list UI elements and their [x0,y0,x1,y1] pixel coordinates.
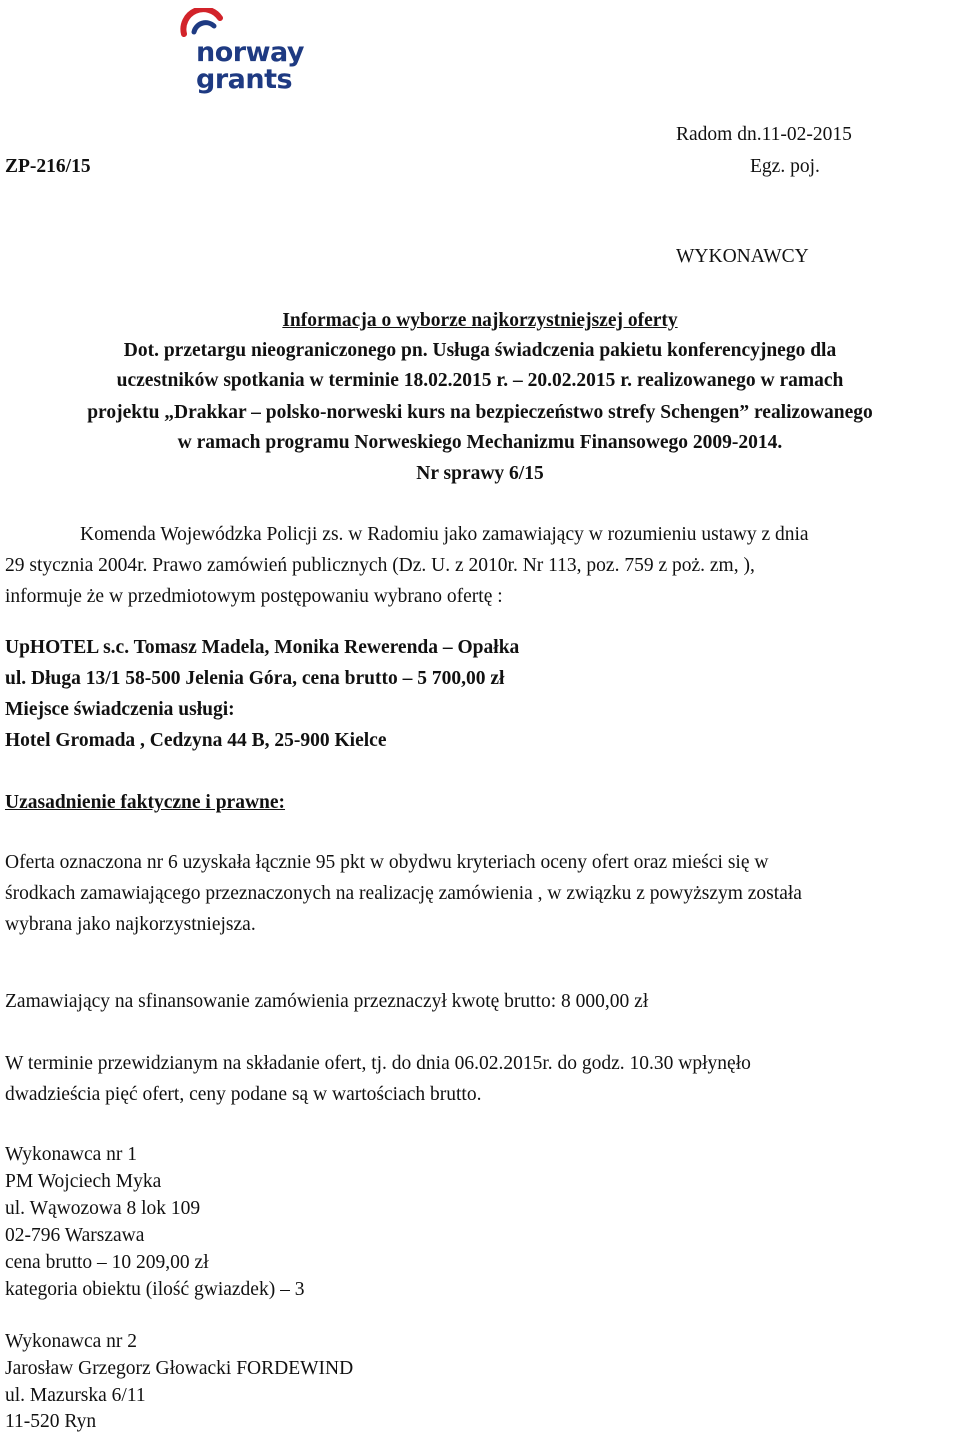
subject-line-4: w ramach programu Norweskiego Mechanizmu Finansowego 2009-2014. [177,432,783,453]
winner-address-price: ul. Długa 13/1 58-500 Jelenia Góra, cena brutto – 5 700,00 zł [5,668,505,689]
service-place-label: Miejsce świadczenia usługi: [5,699,235,720]
place-date: Radom dn.11-02-2015 [676,124,852,145]
subject-line-2: uczestników spotkania w terminie 18.02.2015 r. – 20.02.2015 r. realizowanego w ramach [116,370,844,391]
justification-line-3: wybrana jako najkorzystniejsza. [5,914,256,935]
subject-line-3: projektu „Drakkar – polsko-norweski kurs na bezpieczeństwo strefy Schengen” realizowanego [87,402,873,423]
logo-text-grants: grants [196,64,293,95]
norway-grants-logo [176,8,316,100]
subject-line-1: Dot. przetargu nieograniczonego pn. Usługa świadczenia pakietu konferencyjnego dla [123,340,837,361]
deadline-line-2: dwadzieścia pięć ofert, ceny podane są w wartościach brutto. [5,1084,482,1105]
contractor-2-city: 11-520 Ryn [5,1411,97,1432]
copy-note: Egz. poj. [750,156,820,177]
intro-line-1: Komenda Wojewódzka Policji zs. w Radomiu jako zamawiający w rozumieniu ustawy z dnia [80,524,809,545]
contractor-1-street: ul. Wąwozowa 8 lok 109 [5,1198,201,1219]
winner-name: UpHOTEL s.c. Tomasz Madela, Monika Rewerenda – Opałka [5,637,520,658]
intro-line-3: informuje że w przedmiotowym postępowaniu wybrano ofertę : [5,586,503,607]
contractor-1-heading: Wykonawca nr 1 [5,1144,138,1165]
budget-line: Zamawiający na sfinansowanie zamówienia przeznaczył kwotę brutto: 8 000,00 zł [5,991,649,1012]
reference-number: ZP-216/15 [5,156,91,177]
contractor-2-name: Jarosław Grzegorz Głowacki FORDEWIND [5,1358,354,1379]
contractor-2-street: ul. Mazurska 6/11 [5,1385,146,1406]
case-number: Nr sprawy 6/15 [416,463,544,484]
service-place-value: Hotel Gromada , Cedzyna 44 B, 25-900 Kielce [5,730,387,751]
contractor-2-heading: Wykonawca nr 2 [5,1331,138,1352]
norway-grants-logo-icon [180,8,230,38]
intro-line-2: 29 stycznia 2004r. Prawo zamówień publicznych (Dz. U. z 2010r. Nr 113, poz. 759 z poż. zm, ), [5,555,755,576]
logo-text-norway: norway [196,37,305,68]
justification-heading: Uzasadnienie faktyczne i prawne: [5,792,286,813]
deadline-line-1: W terminie przewidzianym na składanie ofert, tj. do dnia 06.02.2015r. do godz. 10.30 wpłynęło [5,1053,751,1074]
justification-line-1: Oferta oznaczona nr 6 uzyskała łącznie 95 pkt w obydwu kryteriach oceny ofert oraz mieści się w [5,852,769,873]
recipients: WYKONAWCY [676,246,809,267]
contractor-1-name: PM Wojciech Myka [5,1171,162,1192]
contractor-1-category: kategoria obiektu (ilość gwiazdek) – 3 [5,1279,305,1300]
document-heading: Informacja o wyborze najkorzystniejszej oferty [282,310,678,331]
contractor-1-price: cena brutto – 10 209,00 zł [5,1252,209,1273]
contractor-1-city: 02-796 Warszawa [5,1225,145,1246]
justification-line-2: środkach zamawiającego przeznaczonych na realizację zamówienia , w związku z powyższym została [5,883,802,904]
